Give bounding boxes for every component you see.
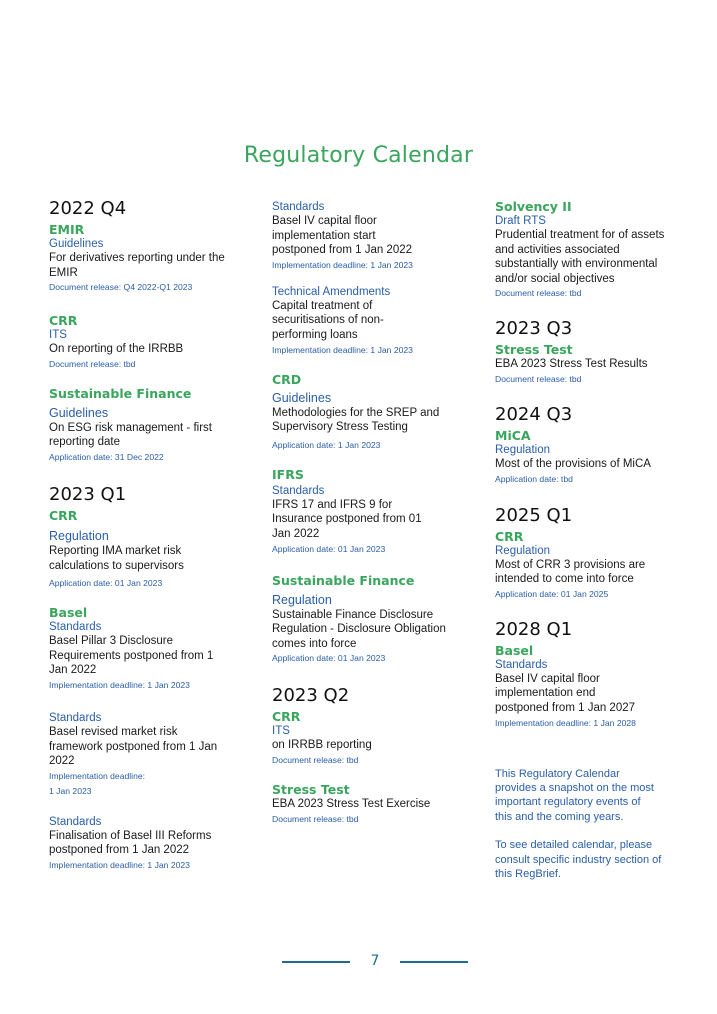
quarter-heading: 2025 Q1 [495, 504, 573, 526]
event-date: Application date: 01 Jan 2023 [49, 578, 163, 589]
event-description: on IRRBB reporting [272, 739, 372, 752]
document-type: Standards [49, 621, 102, 634]
event-description: EBA 2023 Stress Test Results [495, 358, 648, 371]
page-number: 7 [370, 953, 380, 969]
event-date: Application date: 31 Dec 2022 [49, 451, 164, 462]
event-date: Implementation deadline: 1 Jan 2023 [272, 259, 413, 270]
event-date: Application date: 01 Jan 2023 [272, 543, 386, 554]
topic-heading: CRR [495, 528, 524, 544]
footer-divider-left [282, 961, 350, 963]
calendar-column-2 [272, 200, 497, 825]
quarter-heading: 2023 Q1 [49, 483, 127, 505]
event-description: Basel IV capital floor implementation end postponed from 1 Jan 2027 [495, 672, 636, 714]
event-description: Methodologies for the SREP and Supervisory Stress Testing [272, 406, 440, 434]
document-type: ITS [49, 329, 67, 342]
event-date: Application date: tbd [495, 473, 573, 484]
event-date: Implementation deadline: 1 Jan 2023 [272, 344, 413, 355]
topic-heading: CRR [49, 313, 78, 329]
event-description: On reporting of the IRRBB [49, 343, 184, 356]
topic-heading: EMIR [49, 222, 85, 237]
event-date: Document release: tbd [272, 754, 359, 765]
topic-heading: IFRS [272, 466, 304, 482]
document-type: Standards [49, 711, 102, 724]
document-type: Guidelines [49, 405, 109, 420]
quarter-heading: 2024 Q3 [495, 403, 573, 425]
event-date: Document release: Q4 2022-Q1 2023 [49, 282, 193, 293]
event-description: On ESG risk management - first reporting date [49, 421, 212, 449]
calendar-column-3 [495, 199, 717, 881]
event-date: Document release: tbd [272, 813, 359, 824]
topic-heading: Solvency II [495, 199, 572, 214]
topic-heading: Basel [49, 605, 88, 621]
event-description: EBA 2023 Stress Test Exercise [272, 797, 431, 810]
event-date: Application date: 01 Jan 2025 [495, 588, 609, 599]
calendar-note: This Regulatory Calendar provides a snapshot on the most important regulatory events of this and the coming years. [495, 767, 654, 823]
topic-heading: CRR [272, 709, 301, 725]
document-type: Regulation [272, 592, 332, 607]
event-description: Capital treatment of securitisations of non-performing loans [272, 299, 384, 341]
topic-heading: Basel [495, 642, 534, 658]
document-type: Regulation [495, 443, 550, 456]
document-type: Guidelines [272, 390, 332, 405]
event-date: Implementation deadline: 1 Jan 2023 [49, 859, 190, 870]
event-description: Prudential treatment for of assets and activities associated substantially with environmental and/or social objectives [495, 229, 665, 285]
event-date: Implementation deadline: 1 Jan 2028 [495, 717, 636, 728]
event-description: IFRS 17 and IFRS 9 for Insurance postponed from 01 Jan 2022 [272, 498, 422, 540]
event-date: 1 Jan 2023 [49, 785, 92, 796]
topic-heading: Sustainable Finance [272, 572, 415, 588]
event-date: Implementation deadline: 1 Jan 2023 [49, 679, 190, 690]
document-type: Standards [495, 658, 548, 671]
document-type: Technical Amendments [272, 285, 391, 298]
topic-heading: Stress Test [272, 781, 350, 797]
topic-heading: Stress Test [495, 342, 573, 358]
event-description: Basel revised market risk framework postponed from 1 Jan 2022 [49, 725, 218, 768]
document-type: Regulation [495, 544, 550, 557]
document-type: Draft RTS [495, 215, 546, 227]
page-title: Regulatory Calendar [243, 143, 474, 168]
topic-heading: CRR [49, 507, 78, 523]
event-date: Application date: 01 Jan 2023 [272, 653, 386, 664]
document-type: Guidelines [49, 238, 104, 250]
event-date: Document release: tbd [49, 358, 136, 369]
event-description: For derivatives reporting under the EMIR [49, 252, 225, 279]
quarter-heading: 2023 Q2 [272, 685, 350, 707]
footer-divider-right [400, 961, 468, 963]
topic-heading: Sustainable Finance [49, 385, 192, 401]
topic-heading: MiCA [495, 427, 531, 443]
event-description: Sustainable Finance Disclosure Regulation - Disclosure Obligation comes into force [272, 608, 446, 650]
topic-heading: CRD [272, 371, 302, 387]
event-date: Application date: 1 Jan 2023 [272, 439, 381, 450]
document-type: Standards [272, 484, 325, 497]
event-description: Most of CRR 3 provisions are intended to come into force [495, 558, 646, 586]
quarter-heading: 2028 Q1 [495, 618, 573, 640]
document-type: Standards [49, 815, 102, 828]
document-type: Standards [272, 201, 325, 213]
event-date: Implementation deadline: [49, 770, 146, 781]
document-type: Regulation [49, 528, 109, 543]
calendar-note: To see detailed calendar, please consult specific industry section of this RegBrief. [495, 839, 662, 880]
event-date: Document release: tbd [495, 373, 582, 384]
quarter-heading: 2022 Q4 [49, 198, 127, 219]
event-description: Most of the provisions of MiCA [495, 457, 651, 470]
event-description: Basel IV capital floor implementation start postponed from 1 Jan 2022 [272, 215, 413, 257]
calendar-column-1 [49, 197, 274, 871]
event-description: Reporting IMA market risk calculations to supervisors [49, 544, 184, 572]
event-description: Basel Pillar 3 Disclosure Requirements postponed from 1 Jan 2022 [49, 635, 214, 677]
event-date: Document release: tbd [495, 288, 582, 299]
event-description: Finalisation of Basel III Reforms postponed from 1 Jan 2022 [49, 829, 212, 857]
quarter-heading: 2023 Q3 [495, 318, 573, 340]
document-type: ITS [272, 725, 290, 738]
